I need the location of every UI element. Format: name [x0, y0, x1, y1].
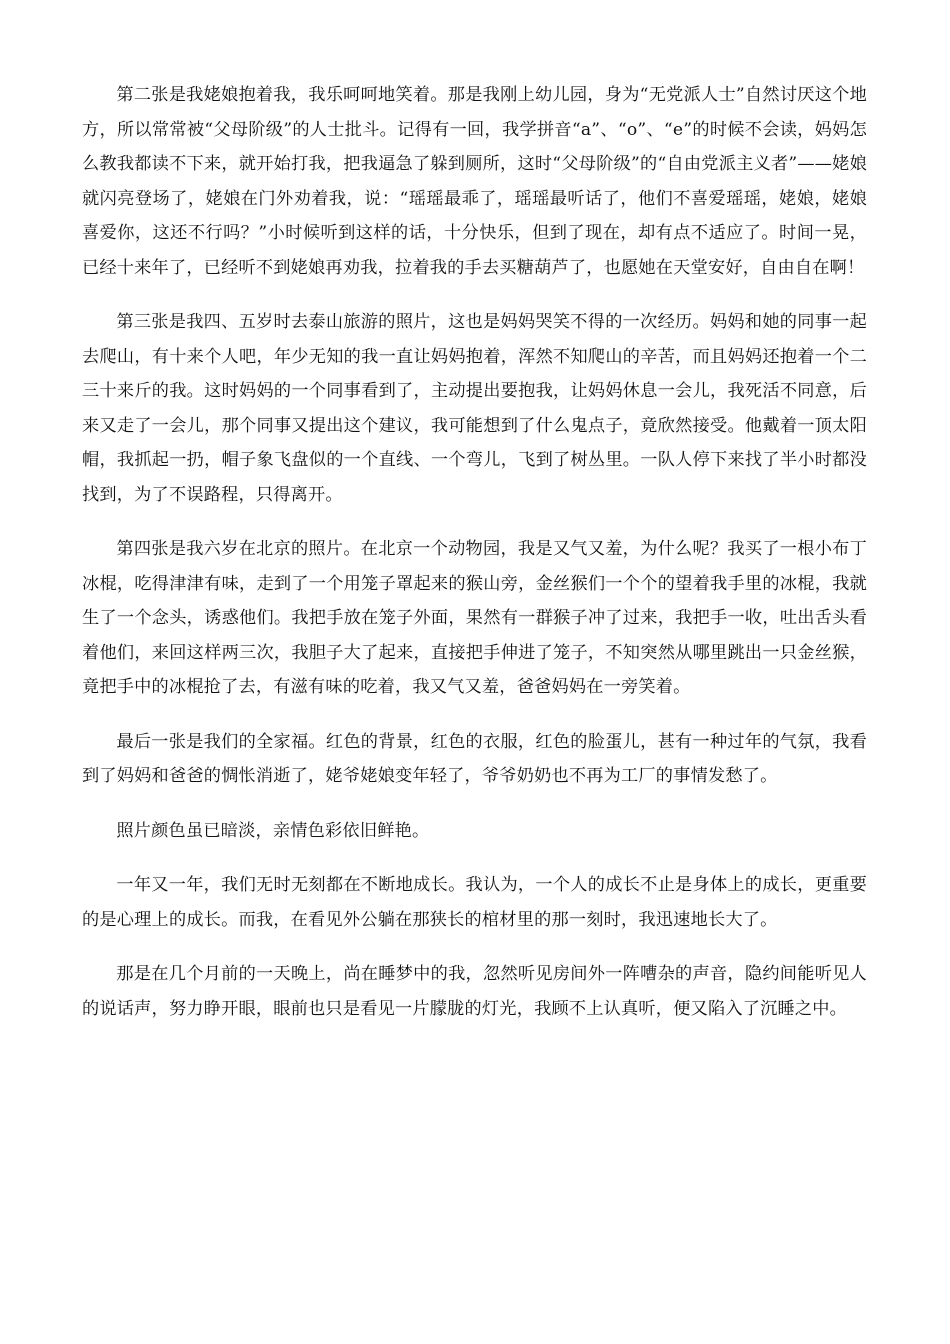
- document-page: [82, 78, 867, 1046]
- paragraph-growing-up: 一年又一年，我们无时无刻都在不断地成长。我认为，一个人的成长不止是身体上的成长，更重要的是心理上的成长。而我，在看见外公躺在那狭长的棺材里的那一刻时，我迅速地长大了。: [82, 875, 867, 930]
- paragraph-that-night: 那是在几个月前的一天晚上，尚在睡梦中的我，忽然听见房间外一阵嘈杂的声音，隐约间能听见人的说话声，努力睁开眼，眼前也只是看见一片朦胧的灯光，我顾不上认真听，便又陷入了沉睡之中。: [82, 964, 867, 1019]
- paragraph-second-photo: 第二张是我姥娘抱着我，我乐呵呵地笑着。那是我刚上幼儿园，身为“无党派人士”自然讨厌这个地方，所以常常被“父母阶级”的人士批斗。记得有一回，我学拼音“a”、“o”、“e”的时候不会读，妈妈怎么教我都读不下来，就开始打我，把我逼急了躲到厕所，这时“父母阶级”的“自由党派主义者”——姥娘就闪亮登场了，姥娘在门外劝着我，说：“瑶瑶最乖了，瑶瑶最听话了，他们不喜爱瑶瑶，姥娘，姥娘喜爱你，这还不行吗？”小时候听到这样的话，十分快乐，但到了现在，却有点不适应了。时间一晃，已经十来年了，已经听不到姥娘再劝我，拉着我的手去买糖葫芦了，也愿她在天堂安好，自由自在啊！: [82, 85, 867, 278]
- paragraph-fourth-photo: 第四张是我六岁在北京的照片。在北京一个动物园，我是又气又羞，为什么呢？我买了一根小布丁冰棍，吃得津津有味，走到了一个用笼子罩起来的猴山旁，金丝猴们一个个的望着我手里的冰棍，我就生了一个念头，诱惑他们。我把手放在笼子外面，果然有一群猴子冲了过来，我把手一收，吐出舌头看着他们，来回这样两三次，我胆子大了起来，直接把手伸进了笼子，不知突然从哪里跳出一只金丝猴，竟把手中的冰棍抢了去，有滋有味的吃着，我又气又羞，爸爸妈妈在一旁笑着。: [82, 539, 867, 697]
- paragraph-family-photo: 最后一张是我们的全家福。红色的背景，红色的衣服，红色的脸蛋儿，甚有一种过年的气氛，我看到了妈妈和爸爸的惆怅消逝了，姥爷姥娘变年轻了，爷爷奶奶也不再为工厂的事情发愁了。: [82, 731, 867, 786]
- paragraph-third-photo: 第三张是我四、五岁时去泰山旅游的照片，这也是妈妈哭笑不得的一次经历。妈妈和她的同事一起去爬山，有十来个人吧，年少无知的我一直让妈妈抱着，浑然不知爬山的辛苦，而且妈妈还抱着一个二三十来斤的我。这时妈妈的一个同事看到了，主动提出要抱我，让妈妈休息一会儿，我死活不同意，后来又走了一会儿，那个同事又提出这个建议，我可能想到了什么鬼点子，竟欣然接受。他戴着一顶太阳帽，我抓起一扔，帽子象飞盘似的一个直线、一个弯儿，飞到了树丛里。一队人停下来找了半小时都没找到，为了不误路程，只得离开。: [82, 312, 867, 505]
- paragraph-photo-colors: 照片颜色虽已暗淡，亲情色彩依旧鲜艳。: [116, 820, 430, 841]
